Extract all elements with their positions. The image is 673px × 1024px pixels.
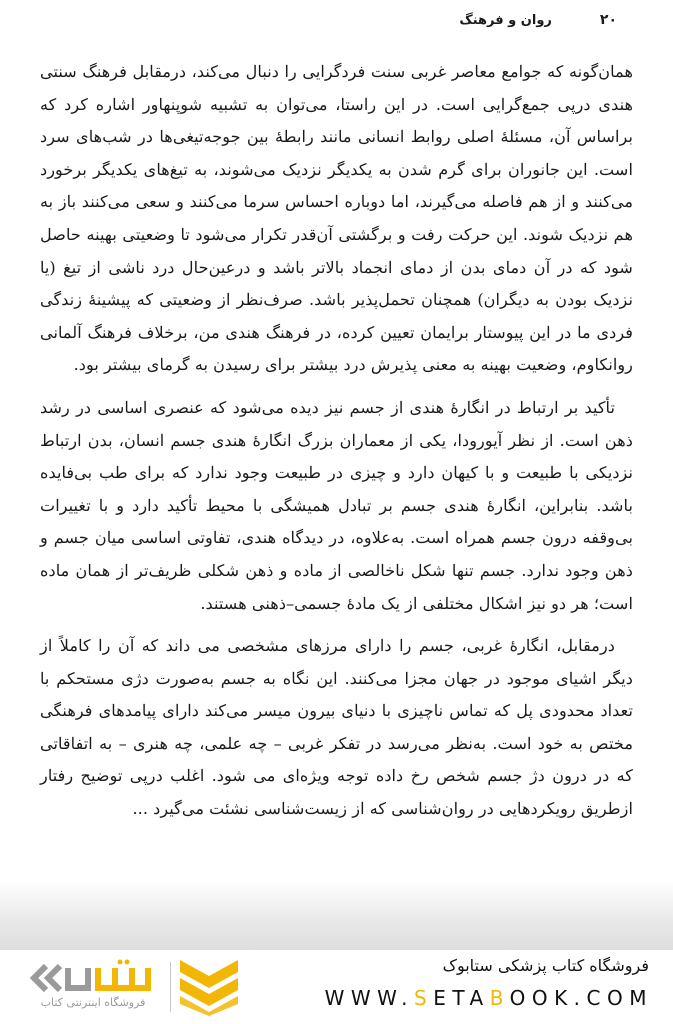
body-text <box>40 56 633 826</box>
shop-url[interactable] <box>325 986 653 1010</box>
logo-tagline: فروشگاه اینترنتی کتاب <box>40 996 146 1009</box>
url-part: ETA <box>433 986 490 1010</box>
setabook-wordmark-icon <box>28 958 168 998</box>
url-part: OOK.COM <box>509 986 653 1010</box>
paragraph-1: همان‌گونه که جوامع معاصر غربی سنت فردگرایی را دنبال می‌کند، درمقابل فرهنگ سنتی هندی درپی جمع‌گرایی است. در این راستا، می‌توان به تشبیه شوپنهاور اشاره کرد که براساس آن، مسئلهٔ اصلی روابط انسانی مانند رابطهٔ بین جوجه‌تیغی‌ها در شب‌های سرد است. این جانوران برای گرم شدن به یکدیگر نزدیک می‌شوند، به تیغ‌های یکدیگر برخورد می‌کنند و از هم فاصله می‌گیرند، اما دوباره احساس سرما می‌کنند و سعی می‌کنند باز به هم نزدیک شوند. این حرکت رفت و برگشتی آن‌قدر تکرار می‌شود تا وضعیتی بهینه حاصل شود که در آن دمای بدن از دمای انجماد بالاتر باشد و درعین‌حال درد ناشی از تیغ (یا نزدیک بودن به دیگران) همچنان تحمل‌پذیر باشد. صرف‌نظر از وضعیتی که پیشینهٔ زندگی فردی ما در این پیوستار برایمان تعیین کرده، در فرهنگ هندی من، برخلاف فرهنگ آلمانی روانکاوم، وضعیت بهینه به معنی پذیرش درد بیشتر برای رسیدن به گرمای بیشتر بود. <box>40 62 633 375</box>
paragraph-2: تأکید بر ارتباط در انگارهٔ هندی از جسم نیز دیده می‌شود که عنصری اساسی در رشد ذهن است. از نظر آیورودا، یکی از معماران بزرگ انگارهٔ هندی جسم انسان، بدن ارتباط نزدیکی با طبیعت و با کیهان دارد و چیزی در طبیعت وجود ندارد که برای طب بی‌فایده باشد. بنابراین، انگارهٔ هندی جسم بر تبادل همیشگی با محیط تأکید دارد و با تغییرات بی‌وقفه درون جسم همراه است. به‌علاوه، در دیدگاه هندی، تفاوتی اساسی میان جسم و ذهن وجود ندارد. جسم تنها شکل ناخالصی از ماده و ذهن شکلی ظریف‌تر از همان ماده است؛ هر دو نیز اشکال مختلفی از یک مادهٔ جسمی–ذهنی هستند. <box>40 397 633 613</box>
setabook-chevron-icon <box>180 960 238 1016</box>
shop-name: فروشگاه کتاب پزشکی ستابوک <box>442 956 649 975</box>
page-number: ۲۰ <box>599 12 617 28</box>
page-fade-overlay <box>0 880 673 950</box>
running-title: روان و فرهنگ <box>459 12 552 28</box>
logo-divider <box>170 962 171 1012</box>
watermark-footer <box>0 950 673 1024</box>
url-part: WWW. <box>324 986 415 1010</box>
url-part-highlight: S <box>414 986 434 1010</box>
running-header <box>56 8 617 32</box>
setabook-logo[interactable] <box>28 958 228 1018</box>
url-part-highlight: B <box>489 986 510 1010</box>
paragraph-3: درمقابل، انگارهٔ غربی، جسم را دارای مرزهای مشخصی می داند که آن را کاملاً از دیگر اشیای موجود در جهان مجزا می‌کنند. این نگاه به جسم به‌صورت دژی مستحکم با تعداد محدودی پل که تماس ناچیزی با دنیای بیرون میسر می‌کند دارای پیامدهای فرهنگی مختص به خود است. به‌نظر می‌رسد در تفکر غربی – چه علمی، چه هنری – به اتفاقاتی که در درون دژ جسم شخص رخ داده توجه ویژه‌ای می شود. اغلب درپی توضیح رفتار ازطریق رویکردهایی در روان‌شناسی که از زیست‌شناسی نشئت می‌گیرد ... <box>40 636 633 819</box>
